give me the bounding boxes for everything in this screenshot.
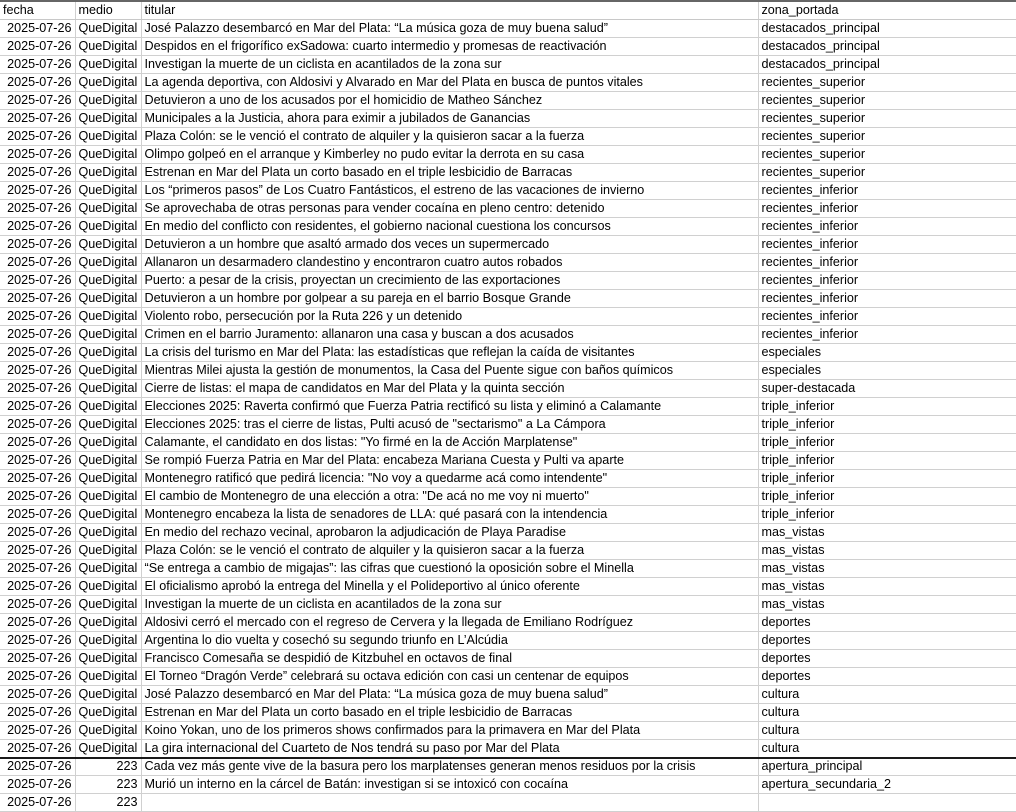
cell-zona-portada[interactable]: destacados_principal bbox=[758, 56, 1016, 74]
cell-zona-portada[interactable]: deportes bbox=[758, 650, 1016, 668]
cell-medio[interactable]: QueDigital bbox=[75, 524, 141, 542]
cell-medio[interactable]: QueDigital bbox=[75, 722, 141, 740]
cell-titular[interactable]: Los “primeros pasos” de Los Cuatro Fantásticos, el estreno de las vacaciones de invierno bbox=[141, 182, 758, 200]
table-row[interactable] bbox=[0, 488, 1016, 506]
cell-medio[interactable]: QueDigital bbox=[75, 74, 141, 92]
cell-medio[interactable]: QueDigital bbox=[75, 452, 141, 470]
cell-fecha[interactable]: 2025-07-26 bbox=[0, 164, 75, 182]
cell-titular[interactable]: José Palazzo desembarcó en Mar del Plata: “La música goza de muy buena salud” bbox=[141, 686, 758, 704]
cell-zona-portada[interactable]: deportes bbox=[758, 614, 1016, 632]
cell-zona-portada[interactable]: recientes_superior bbox=[758, 92, 1016, 110]
cell-titular[interactable]: La agenda deportiva, con Aldosivi y Alvarado en Mar del Plata en busca de puntos vitales bbox=[141, 74, 758, 92]
cell-zona-portada[interactable]: recientes_inferior bbox=[758, 290, 1016, 308]
cell-medio[interactable]: QueDigital bbox=[75, 254, 141, 272]
table-row[interactable] bbox=[0, 146, 1016, 164]
cell-zona-portada[interactable]: deportes bbox=[758, 632, 1016, 650]
table-row[interactable] bbox=[0, 38, 1016, 56]
cell-zona-portada[interactable]: cultura bbox=[758, 722, 1016, 740]
table-row[interactable] bbox=[0, 254, 1016, 272]
cell-medio[interactable]: 223 bbox=[75, 776, 141, 794]
cell-medio[interactable]: QueDigital bbox=[75, 56, 141, 74]
cell-titular[interactable]: Investigan la muerte de un ciclista en acantilados de la zona sur bbox=[141, 596, 758, 614]
cell-medio[interactable]: QueDigital bbox=[75, 506, 141, 524]
cell-medio[interactable]: QueDigital bbox=[75, 470, 141, 488]
cell-fecha[interactable]: 2025-07-26 bbox=[0, 542, 75, 560]
cell-medio[interactable]: QueDigital bbox=[75, 542, 141, 560]
cell-fecha[interactable]: 2025-07-26 bbox=[0, 596, 75, 614]
cell-medio[interactable]: QueDigital bbox=[75, 38, 141, 56]
cell-titular[interactable]: Estrenan en Mar del Plata un corto basado en el triple lesbicidio de Barracas bbox=[141, 704, 758, 722]
cell-medio[interactable]: QueDigital bbox=[75, 218, 141, 236]
table-body bbox=[0, 20, 1016, 812]
cell-titular[interactable]: Se rompió Fuerza Patria en Mar del Plata: encabeza Mariana Cuesta y Pulti va aparte bbox=[141, 452, 758, 470]
cell-titular[interactable]: Se aprovechaba de otras personas para vender cocaína en pleno centro: detenido bbox=[141, 200, 758, 218]
column-header-medio[interactable]: medio bbox=[75, 2, 141, 20]
cell-titular[interactable]: Detuvieron a un hombre que asaltó armado dos veces un supermercado bbox=[141, 236, 758, 254]
cell-titular[interactable]: La gira internacional del Cuarteto de Nos tendrá su paso por Mar del Plata bbox=[141, 740, 758, 758]
table-row[interactable] bbox=[0, 650, 1016, 668]
cell-fecha[interactable]: 2025-07-26 bbox=[0, 650, 75, 668]
cell-medio[interactable]: QueDigital bbox=[75, 416, 141, 434]
table-row[interactable] bbox=[0, 110, 1016, 128]
cell-zona-portada[interactable]: triple_inferior bbox=[758, 470, 1016, 488]
table-row[interactable] bbox=[0, 740, 1016, 758]
cell-medio[interactable]: 223 bbox=[75, 758, 141, 776]
cell-medio[interactable]: QueDigital bbox=[75, 380, 141, 398]
cell-fecha[interactable]: 2025-07-26 bbox=[0, 308, 75, 326]
cell-titular[interactable]: En medio del conflicto con residentes, el gobierno nacional cuestiona los concursos bbox=[141, 218, 758, 236]
table-row[interactable] bbox=[0, 686, 1016, 704]
cell-zona-portada[interactable]: apertura_secundaria_2 bbox=[758, 776, 1016, 794]
table-row[interactable] bbox=[0, 74, 1016, 92]
cell-titular[interactable]: Detuvieron a un hombre por golpear a su pareja en el barrio Bosque Grande bbox=[141, 290, 758, 308]
cell-zona-portada[interactable]: especiales bbox=[758, 344, 1016, 362]
cell-zona-portada[interactable]: destacados_principal bbox=[758, 20, 1016, 38]
cell-zona-portada[interactable]: recientes_inferior bbox=[758, 182, 1016, 200]
cell-fecha[interactable]: 2025-07-26 bbox=[0, 20, 75, 38]
cell-medio[interactable]: QueDigital bbox=[75, 128, 141, 146]
cell-fecha[interactable]: 2025-07-26 bbox=[0, 668, 75, 686]
table-row[interactable] bbox=[0, 578, 1016, 596]
cell-titular[interactable]: José Palazzo desembarcó en Mar del Plata: “La música goza de muy buena salud” bbox=[141, 20, 758, 38]
cell-zona-portada[interactable] bbox=[758, 794, 1016, 812]
cell-titular[interactable]: Koino Yokan, uno de los primeros shows confirmados para la primavera en Mar del Plata bbox=[141, 722, 758, 740]
cell-fecha[interactable]: 2025-07-26 bbox=[0, 488, 75, 506]
cell-medio[interactable]: QueDigital bbox=[75, 434, 141, 452]
cell-medio[interactable]: QueDigital bbox=[75, 632, 141, 650]
cell-titular[interactable]: “Se entrega a cambio de migajas”: las cifras que cuestionó la oposición sobre el Minella bbox=[141, 560, 758, 578]
cell-zona-portada[interactable]: apertura_principal bbox=[758, 758, 1016, 776]
cell-fecha[interactable]: 2025-07-26 bbox=[0, 74, 75, 92]
column-header-titular[interactable]: titular bbox=[141, 2, 758, 20]
cell-fecha[interactable]: 2025-07-26 bbox=[0, 38, 75, 56]
cell-zona-portada[interactable]: mas_vistas bbox=[758, 578, 1016, 596]
cell-fecha[interactable]: 2025-07-26 bbox=[0, 794, 75, 812]
cell-titular[interactable]: Investigan la muerte de un ciclista en acantilados de la zona sur bbox=[141, 56, 758, 74]
table-row[interactable] bbox=[0, 92, 1016, 110]
cell-titular[interactable]: Violento robo, persecución por la Ruta 226 y un detenido bbox=[141, 308, 758, 326]
cell-fecha[interactable]: 2025-07-26 bbox=[0, 470, 75, 488]
cell-titular[interactable]: Francisco Comesaña se despidió de Kitzbuhel en octavos de final bbox=[141, 650, 758, 668]
cell-medio[interactable]: QueDigital bbox=[75, 488, 141, 506]
cell-titular[interactable] bbox=[141, 794, 758, 812]
cell-titular[interactable]: Calamante, el candidato en dos listas: "Yo firmé en la de Acción Marplatense" bbox=[141, 434, 758, 452]
cell-fecha[interactable]: 2025-07-26 bbox=[0, 254, 75, 272]
cell-zona-portada[interactable]: mas_vistas bbox=[758, 596, 1016, 614]
cell-zona-portada[interactable]: recientes_inferior bbox=[758, 200, 1016, 218]
cell-zona-portada[interactable]: mas_vistas bbox=[758, 524, 1016, 542]
cell-medio[interactable]: QueDigital bbox=[75, 578, 141, 596]
cell-titular[interactable]: Aldosivi cerró el mercado con el regreso de Cervera y la llegada de Emiliano Rodríguez bbox=[141, 614, 758, 632]
cell-fecha[interactable]: 2025-07-26 bbox=[0, 560, 75, 578]
cell-titular[interactable]: Allanaron un desarmadero clandestino y encontraron cuatro autos robados bbox=[141, 254, 758, 272]
cell-zona-portada[interactable]: recientes_inferior bbox=[758, 254, 1016, 272]
cell-zona-portada[interactable]: triple_inferior bbox=[758, 416, 1016, 434]
cell-medio[interactable]: QueDigital bbox=[75, 110, 141, 128]
table-row[interactable] bbox=[0, 308, 1016, 326]
cell-fecha[interactable]: 2025-07-26 bbox=[0, 704, 75, 722]
cell-zona-portada[interactable]: recientes_superior bbox=[758, 74, 1016, 92]
cell-titular[interactable]: El Torneo “Dragón Verde” celebrará su octava edición con casi un centenar de equipos bbox=[141, 668, 758, 686]
cell-fecha[interactable]: 2025-07-26 bbox=[0, 416, 75, 434]
table-row[interactable] bbox=[0, 128, 1016, 146]
cell-titular[interactable]: Despidos en el frigorífico exSadowa: cuarto intermedio y promesas de reactivación bbox=[141, 38, 758, 56]
cell-titular[interactable]: Plaza Colón: se le venció el contrato de alquiler y la quisieron sacar a la fuerza bbox=[141, 128, 758, 146]
cell-titular[interactable]: Olimpo golpeó en el arranque y Kimberley no pudo evitar la derrota en su casa bbox=[141, 146, 758, 164]
cell-zona-portada[interactable]: recientes_superior bbox=[758, 110, 1016, 128]
cell-titular[interactable]: Detuvieron a uno de los acusados por el homicidio de Matheo Sánchez bbox=[141, 92, 758, 110]
table-row[interactable] bbox=[0, 362, 1016, 380]
cell-zona-portada[interactable]: triple_inferior bbox=[758, 452, 1016, 470]
cell-medio[interactable]: QueDigital bbox=[75, 164, 141, 182]
cell-fecha[interactable]: 2025-07-26 bbox=[0, 758, 75, 776]
cell-titular[interactable]: Elecciones 2025: tras el cierre de listas, Pulti acusó de "sectarismo" a La Cámpora bbox=[141, 416, 758, 434]
cell-zona-portada[interactable]: cultura bbox=[758, 704, 1016, 722]
cell-fecha[interactable]: 2025-07-26 bbox=[0, 362, 75, 380]
cell-medio[interactable]: QueDigital bbox=[75, 290, 141, 308]
table-row[interactable] bbox=[0, 560, 1016, 578]
cell-zona-portada[interactable]: cultura bbox=[758, 740, 1016, 758]
table-row[interactable] bbox=[0, 236, 1016, 254]
data-table bbox=[0, 2, 1016, 812]
cell-fecha[interactable]: 2025-07-26 bbox=[0, 740, 75, 758]
cell-medio[interactable]: QueDigital bbox=[75, 668, 141, 686]
cell-medio[interactable]: QueDigital bbox=[75, 362, 141, 380]
cell-medio[interactable]: QueDigital bbox=[75, 560, 141, 578]
cell-fecha[interactable]: 2025-07-26 bbox=[0, 722, 75, 740]
cell-medio[interactable]: QueDigital bbox=[75, 614, 141, 632]
table-row[interactable] bbox=[0, 452, 1016, 470]
cell-titular[interactable]: Estrenan en Mar del Plata un corto basado en el triple lesbicidio de Barracas bbox=[141, 164, 758, 182]
cell-medio[interactable]: QueDigital bbox=[75, 326, 141, 344]
cell-titular[interactable]: Mientras Milei ajusta la gestión de monumentos, la Casa del Puente sigue con baños químicos bbox=[141, 362, 758, 380]
cell-fecha[interactable]: 2025-07-26 bbox=[0, 236, 75, 254]
cell-zona-portada[interactable]: recientes_inferior bbox=[758, 236, 1016, 254]
cell-fecha[interactable]: 2025-07-26 bbox=[0, 776, 75, 794]
cell-zona-portada[interactable]: recientes_inferior bbox=[758, 326, 1016, 344]
cell-medio[interactable]: QueDigital bbox=[75, 92, 141, 110]
cell-zona-portada[interactable]: mas_vistas bbox=[758, 560, 1016, 578]
table-row[interactable] bbox=[0, 614, 1016, 632]
cell-medio[interactable]: QueDigital bbox=[75, 146, 141, 164]
cell-titular[interactable]: Plaza Colón: se le venció el contrato de alquiler y la quisieron sacar a la fuerza bbox=[141, 542, 758, 560]
cell-zona-portada[interactable]: mas_vistas bbox=[758, 542, 1016, 560]
table-row[interactable] bbox=[0, 794, 1016, 812]
cell-titular[interactable]: Cierre de listas: el mapa de candidatos en Mar del Plata y la quinta sección bbox=[141, 380, 758, 398]
cell-fecha[interactable]: 2025-07-26 bbox=[0, 434, 75, 452]
cell-fecha[interactable]: 2025-07-26 bbox=[0, 686, 75, 704]
cell-zona-portada[interactable]: super-destacada bbox=[758, 380, 1016, 398]
cell-zona-portada[interactable]: triple_inferior bbox=[758, 398, 1016, 416]
table-header bbox=[0, 2, 1016, 20]
cell-titular[interactable]: Elecciones 2025: Raverta confirmó que Fuerza Patria rectificó su lista y eliminó a Calamante bbox=[141, 398, 758, 416]
table-row[interactable] bbox=[0, 776, 1016, 794]
table-row[interactable] bbox=[0, 200, 1016, 218]
cell-titular[interactable]: Cada vez más gente vive de la basura pero los marplatenses generan menos residuos por la crisis bbox=[141, 758, 758, 776]
cell-medio[interactable]: QueDigital bbox=[75, 650, 141, 668]
table-row[interactable] bbox=[0, 434, 1016, 452]
cell-medio[interactable]: QueDigital bbox=[75, 308, 141, 326]
table-row[interactable] bbox=[0, 722, 1016, 740]
cell-fecha[interactable]: 2025-07-26 bbox=[0, 128, 75, 146]
cell-titular[interactable]: Argentina lo dio vuelta y cosechó su segundo triunfo en L’Alcúdia bbox=[141, 632, 758, 650]
cell-medio[interactable]: QueDigital bbox=[75, 704, 141, 722]
table-row[interactable] bbox=[0, 758, 1016, 776]
table-row[interactable] bbox=[0, 380, 1016, 398]
cell-medio[interactable]: QueDigital bbox=[75, 200, 141, 218]
cell-fecha[interactable]: 2025-07-26 bbox=[0, 272, 75, 290]
table-row[interactable] bbox=[0, 272, 1016, 290]
table-row[interactable] bbox=[0, 704, 1016, 722]
cell-medio[interactable]: QueDigital bbox=[75, 596, 141, 614]
cell-titular[interactable]: La crisis del turismo en Mar del Plata: las estadísticas que reflejan la caída de visitantes bbox=[141, 344, 758, 362]
cell-fecha[interactable]: 2025-07-26 bbox=[0, 578, 75, 596]
cell-zona-portada[interactable]: destacados_principal bbox=[758, 38, 1016, 56]
cell-zona-portada[interactable]: recientes_superior bbox=[758, 164, 1016, 182]
cell-medio[interactable]: 223 bbox=[75, 794, 141, 812]
table-row[interactable] bbox=[0, 470, 1016, 488]
cell-titular[interactable]: Murió un interno en la cárcel de Batán: investigan si se intoxicó con cocaína bbox=[141, 776, 758, 794]
cell-medio[interactable]: QueDigital bbox=[75, 344, 141, 362]
cell-fecha[interactable]: 2025-07-26 bbox=[0, 290, 75, 308]
table-row[interactable] bbox=[0, 20, 1016, 38]
cell-fecha[interactable]: 2025-07-26 bbox=[0, 506, 75, 524]
cell-zona-portada[interactable]: recientes_superior bbox=[758, 128, 1016, 146]
table-row[interactable] bbox=[0, 326, 1016, 344]
cell-titular[interactable]: Crimen en el barrio Juramento: allanaron una casa y buscan a dos acusados bbox=[141, 326, 758, 344]
cell-titular[interactable]: Montenegro encabeza la lista de senadores de LLA: qué pasará con la intendencia bbox=[141, 506, 758, 524]
cell-titular[interactable]: Municipales a la Justicia, ahora para eximir a jubilados de Ganancias bbox=[141, 110, 758, 128]
cell-zona-portada[interactable]: deportes bbox=[758, 668, 1016, 686]
cell-fecha[interactable]: 2025-07-26 bbox=[0, 110, 75, 128]
cell-fecha[interactable]: 2025-07-26 bbox=[0, 146, 75, 164]
cell-zona-portada[interactable]: cultura bbox=[758, 686, 1016, 704]
cell-medio[interactable]: QueDigital bbox=[75, 182, 141, 200]
cell-medio[interactable]: QueDigital bbox=[75, 272, 141, 290]
header-row bbox=[0, 2, 1016, 20]
cell-fecha[interactable]: 2025-07-26 bbox=[0, 200, 75, 218]
table-row[interactable] bbox=[0, 668, 1016, 686]
cell-fecha[interactable]: 2025-07-26 bbox=[0, 326, 75, 344]
cell-medio[interactable]: QueDigital bbox=[75, 398, 141, 416]
cell-fecha[interactable]: 2025-07-26 bbox=[0, 92, 75, 110]
viewport-bottom-edge bbox=[0, 757, 1016, 759]
table-row[interactable] bbox=[0, 524, 1016, 542]
cell-fecha[interactable]: 2025-07-26 bbox=[0, 344, 75, 362]
cell-fecha[interactable]: 2025-07-26 bbox=[0, 452, 75, 470]
cell-zona-portada[interactable]: triple_inferior bbox=[758, 488, 1016, 506]
cell-fecha[interactable]: 2025-07-26 bbox=[0, 632, 75, 650]
table-row[interactable] bbox=[0, 398, 1016, 416]
column-header-fecha[interactable]: fecha bbox=[0, 2, 75, 20]
cell-medio[interactable]: QueDigital bbox=[75, 20, 141, 38]
cell-medio[interactable]: QueDigital bbox=[75, 740, 141, 758]
cell-fecha[interactable]: 2025-07-26 bbox=[0, 380, 75, 398]
table-row[interactable] bbox=[0, 56, 1016, 74]
table-row[interactable] bbox=[0, 506, 1016, 524]
cell-zona-portada[interactable]: recientes_superior bbox=[758, 146, 1016, 164]
cell-fecha[interactable]: 2025-07-26 bbox=[0, 524, 75, 542]
table-row[interactable] bbox=[0, 542, 1016, 560]
table-row[interactable] bbox=[0, 344, 1016, 362]
cell-titular[interactable]: Montenegro ratificó que pedirá licencia: "No voy a quedarme acá como intendente" bbox=[141, 470, 758, 488]
table-row[interactable] bbox=[0, 290, 1016, 308]
cell-fecha[interactable]: 2025-07-26 bbox=[0, 182, 75, 200]
cell-titular[interactable]: En medio del rechazo vecinal, aprobaron la adjudicación de Playa Paradise bbox=[141, 524, 758, 542]
cell-zona-portada[interactable]: triple_inferior bbox=[758, 506, 1016, 524]
column-header-zona-portada[interactable]: zona_portada bbox=[758, 2, 1016, 20]
cell-titular[interactable]: El cambio de Montenegro de una elección a otra: "De acá no me voy ni muerto" bbox=[141, 488, 758, 506]
cell-zona-portada[interactable]: especiales bbox=[758, 362, 1016, 380]
cell-zona-portada[interactable]: triple_inferior bbox=[758, 434, 1016, 452]
table-row[interactable] bbox=[0, 218, 1016, 236]
cell-fecha[interactable]: 2025-07-26 bbox=[0, 218, 75, 236]
table-row[interactable] bbox=[0, 182, 1016, 200]
cell-fecha[interactable]: 2025-07-26 bbox=[0, 614, 75, 632]
cell-titular[interactable]: El oficialismo aprobó la entrega del Minella y el Polideportivo al único oferente bbox=[141, 578, 758, 596]
cell-titular[interactable]: Puerto: a pesar de la crisis, proyectan un crecimiento de las exportaciones bbox=[141, 272, 758, 290]
cell-zona-portada[interactable]: recientes_inferior bbox=[758, 308, 1016, 326]
cell-zona-portada[interactable]: recientes_inferior bbox=[758, 218, 1016, 236]
cell-zona-portada[interactable]: recientes_inferior bbox=[758, 272, 1016, 290]
table-row[interactable] bbox=[0, 164, 1016, 182]
table-row[interactable] bbox=[0, 596, 1016, 614]
cell-fecha[interactable]: 2025-07-26 bbox=[0, 56, 75, 74]
cell-medio[interactable]: QueDigital bbox=[75, 236, 141, 254]
table-row[interactable] bbox=[0, 632, 1016, 650]
cell-fecha[interactable]: 2025-07-26 bbox=[0, 398, 75, 416]
table-row[interactable] bbox=[0, 416, 1016, 434]
cell-medio[interactable]: QueDigital bbox=[75, 686, 141, 704]
